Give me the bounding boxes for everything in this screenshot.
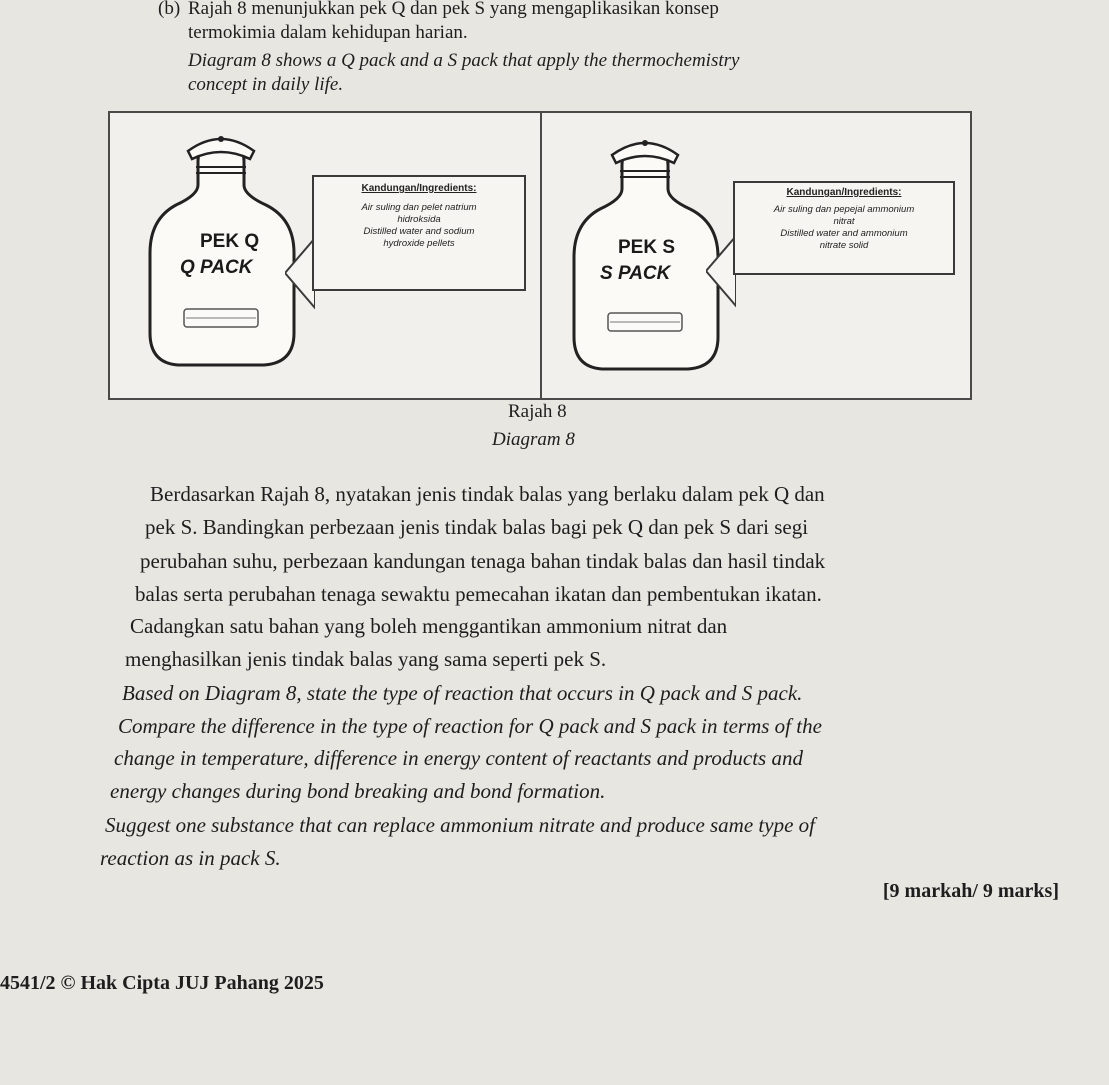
pack-q-name-ms: PEK Q <box>200 231 260 252</box>
body-ms-line-4: balas serta perubahan tenaga sewaktu pemecahan ikatan dan pembentukan ikatan. <box>135 582 822 606</box>
body-ms-line-5: Cadangkan satu bahan yang boleh menggantikan ammonium nitrat dan <box>130 614 728 638</box>
body-en-line-1: Based on Diagram 8, state the type of reaction that occurs in Q pack and S pack. <box>122 681 803 705</box>
intro-en-line-2: concept in daily life. <box>188 74 344 95</box>
question-label: (b) <box>158 0 181 19</box>
body-en-line-5: Suggest one substance that can replace ammonium nitrate and produce same type of <box>105 813 815 837</box>
pack-s-content-ms-2: nitrat <box>833 216 855 227</box>
pack-s-ingredients-box <box>733 181 955 275</box>
copyright-footer: 4541/2 © Hak Cipta JUJ Pahang 2025 <box>0 972 324 994</box>
pack-s-ingredients-heading: Kandungan/Ingredients: <box>786 187 902 198</box>
body-ms-line-2: pek S. Bandingkan perbezaan jenis tindak balas bagi pek Q dan pek S dari segi <box>145 515 809 539</box>
pack-q-content-en-2: hydroxide pellets <box>383 238 455 249</box>
pack-s-callout-pointer <box>706 231 736 311</box>
intro-ms-line-2: termokimia dalam kehidupan harian. <box>188 22 468 43</box>
pack-s-name-en: S PACK <box>600 263 671 284</box>
body-en-line-6: reaction as in pack S. <box>100 846 281 870</box>
body-en-line-4: energy changes during bond breaking and bond formation. <box>110 779 606 803</box>
intro-en-line-1: Diagram 8 shows a Q pack and a S pack that apply the thermochemistry <box>188 50 740 71</box>
pack-s-content-en: Distilled water and ammonium <box>780 228 908 239</box>
diagram-8 <box>108 111 972 400</box>
body-en-line-3: change in temperature, difference in energy content of reactants and products and <box>114 746 803 770</box>
pack-q-callout-pointer <box>285 233 315 313</box>
diagram-caption-ms: Rajah 8 <box>508 401 567 422</box>
pack-q-name-en: Q PACK <box>180 257 253 278</box>
diagram-divider <box>540 113 542 398</box>
pack-s-name-ms: PEK S <box>618 237 676 258</box>
body-ms-line-6: menghasilkan jenis tindak balas yang sama seperti pek S. <box>125 647 607 671</box>
pack-q-content-ms-2: hidroksida <box>397 214 441 225</box>
intro-ms-line-1: Rajah 8 menunjukkan pek Q dan pek S yang mengaplikasikan konsep <box>188 0 719 19</box>
diagram-caption-en: Diagram 8 <box>492 429 575 450</box>
pack-q-ingredients-box <box>312 175 526 291</box>
marks-allocation: [9 markah/ 9 marks] <box>882 880 1059 902</box>
body-ms-line-3: perubahan suhu, perbezaan kandungan tenaga bahan tindak balas dan hasil tindak <box>140 549 826 573</box>
pack-s-content-en-2: nitrate solid <box>819 240 869 251</box>
pack-q-ingredients-heading: Kandungan/Ingredients: <box>361 183 477 194</box>
body-en-line-2: Compare the difference in the type of reaction for Q pack and S pack in terms of the <box>118 714 822 738</box>
pack-q-content-ms: Air suling dan pelet natrium <box>361 202 477 213</box>
body-ms-line-1: Berdasarkan Rajah 8, nyatakan jenis tindak balas yang berlaku dalam pek Q dan <box>150 482 825 506</box>
pack-q-content-en: Distilled water and sodium <box>363 226 475 237</box>
pack-s-content-ms: Air suling dan pepejal ammonium <box>773 204 915 215</box>
